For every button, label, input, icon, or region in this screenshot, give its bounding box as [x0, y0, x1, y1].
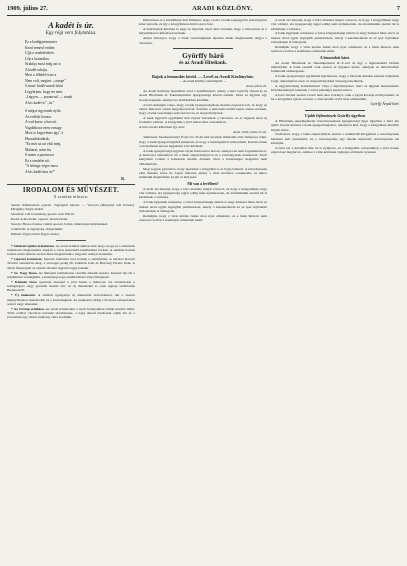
- article-paragraph: A báró kétségbe vonja, hogy a bank igazgatóságának eljárása jogszerű volt, és hogy az ellene felhozott vádak megalapozottak. Szerinte a lemondás körüli bajok onnan erednek, hogy a bank vezetősége nem tartotta be az alapszabályokat.: [139, 102, 267, 116]
- paragraph: A bank igazgatósága egyébként kijelentette, hogy a bárónak minden kérését teljesíteni fogja, amennyiben azok az alapszabályokkal összeegyeztethetők.: [271, 74, 399, 83]
- article-byline: — Az Aradi Közlöny tudósítójától. —: [179, 79, 227, 84]
- section-rule: [7, 184, 135, 185]
- divider: [56, 240, 86, 241]
- news-item-text: Az aradi szinház épülete már elég rozoga és a szinészek rendszeres megbeszélés alapján a város képviselő-testületéhez fordult. A szinház hosszú évekre szóló bérlete szerint most megtörténik a nagyobb arányú átalakítás.: [7, 243, 135, 257]
- repertoire-item: Kedd: A kis kadét, operett. Kerek bérlet.: [11, 217, 69, 222]
- paragraph: A báró barátai szerint a báró nem akar botrányt, csak a jogait kívánja érvényesíteni, és ha a közgyűlés igazat ad neki, a vitás kérdés rövid úton elintéződik.: [271, 92, 399, 102]
- paragraph: Reméljük, hogy a vitás kérdés békés úton nyer elintézést, és a bank hírneve nem szenved csorbát a személyes ellentétek miatt.: [271, 44, 399, 54]
- repertoire-item: Csütörtök: A cigányság. Népszínmű.: [11, 227, 63, 232]
- news-item: [7, 293, 135, 306]
- article-subtitle: és az Aradi Hiteliank.: [179, 60, 227, 67]
- repertoire-list: [7, 203, 135, 237]
- news-item-lead: * Operett bemutató.: [11, 257, 43, 262]
- page-number: 7: [396, 5, 400, 12]
- poem-line: "Ez már az urt első még: [25, 142, 61, 146]
- poem-line: "A lelenge végre most: [25, 164, 58, 168]
- article-final-body: [271, 119, 399, 155]
- poem-line: „Legyen, — parancsol — urnak: [25, 95, 73, 99]
- article-paragraph: A levél azt mutatja, hogy a báró elszánta magát a harcra, és hogy a közgyűlésen nagy vita várható. Az igazgatóság tagjai eddig nem nyilatkoztak, de értesülésünk szerint ők is készülnek a válaszra.: [139, 186, 267, 200]
- poem-line: A kis kadét mia úr?": [25, 169, 56, 174]
- paragraph: A tisztviselők körében is nagy az izgalom, mert attól tartanak, hogy a változások az ő helyzetükre is kihatással lesznek.: [139, 27, 267, 36]
- poem-line: S mégse ügyesnek nyila: [25, 109, 61, 113]
- poem-line: Ez a rendelet nő:: [25, 158, 50, 163]
- poem-line: Vagdalkozz ezen vonagy.: [25, 125, 63, 130]
- poem-line: S innen a parancsot: [25, 153, 54, 157]
- paragraph: A Hitelbank takarékpénztár részvényeseinek igazgatósági ügye ügyében a báró ma újabb levelet intézett a bank igazgatóságához, amelyben kéri, hogy a közgyűlést mielőbb hívják össze.: [271, 118, 399, 132]
- news-item: [7, 307, 135, 320]
- article-paragraph: A bank ügyeiről egyébként már régóta beszélnek a városban, és az ügynek most új fordulata várható. A közgyűlés a jövő héten dönt a kérdésben.: [139, 116, 267, 125]
- paragraph: A bank ügyeinek rendezése a város közgazdasági életére is nagy hatással lehet, mert az intézet Arad egyik legrégibb pénzintézete, amely a kereskedelem és az ipar fejlődését évtizedeken át támogatta.: [271, 31, 399, 45]
- poem-body: [7, 40, 135, 175]
- repertoire-item: Szerda: Havas Zsuzsa vidám operett, bérlet, hétköznapi helyárakkal.: [11, 222, 109, 227]
- news-item-text: Az aradi színtársulat a nyári hónapokban vidéki körútra indul. Több erdélyi városban tartanak előadásokat, a nagy sikerű darabokat adják elő és a jövedelem egy részét jótékony célra fordítják.: [7, 306, 135, 320]
- poem-line: A kadét ruhája,: [25, 67, 48, 72]
- right-top-text: [271, 18, 399, 54]
- news-item-lead: * Kálmán Imre: [11, 279, 37, 284]
- news-item: [7, 244, 135, 257]
- repertoire-item: Szombat: Lili bolondság operett. Irta: Hervé.: [11, 211, 75, 216]
- issue-date: 1909. július 27.: [7, 5, 48, 12]
- poem-signature: R.: [121, 176, 125, 181]
- poem-subtitle: Egy régi vers folytatása.: [45, 30, 97, 36]
- news-item-text: Az ünnepelt primadonna szerdán érkezik Aradra. Kétszer lép fel a szinházban vendégként, a közönség nagy érdeklődéssel várja fellépéseit.: [7, 270, 135, 279]
- paragraph: Annyi bizonyos, hogy a bank vezetőségének eljárása élénk megbeszélés tárgya a városban.: [139, 36, 267, 45]
- poem-line: Most is kegyelmes úgy" a: [25, 131, 64, 135]
- news-item-lead: * Szinházi épület átalakítása.: [11, 243, 55, 248]
- letter-paragraph: Tekintetes Szerkesztőség! Folyó hó 23-án kelt levelem mindenki előtt ismeretes lehet, hogy a bank igazgatóságából kiléptem, és hogy a tisztségemről lemondtam. Kérem ennek a levelemnek becses lapjukban való közlését.: [139, 135, 267, 148]
- news-item-lead: * Új énekesnő.: [11, 293, 36, 298]
- column-left: [7, 18, 135, 566]
- paragraph: Az Aradi Hitelbank és Takarékpénztár R.-T.-nál az ügy a legközelebbi időben elintéződik. A bank ezentúl csak azokat az ügyeket intézi, amelyek az üzletvitelhez feltétlenül szükségesek.: [271, 60, 399, 74]
- news-item-lead: * Az Ország színháza.: [11, 306, 45, 311]
- news-item: [7, 271, 135, 280]
- middle-top-text: [139, 18, 267, 45]
- columns: [7, 18, 400, 566]
- column-middle: [139, 18, 267, 566]
- news-item-lead: * Sz. Nagy Ilona.: [11, 270, 38, 275]
- paragraph: Különösen az a körülmény kelt feltűnést, hogy a báró a bank legnagyobb részvényesei közé tartozik, és így a közgyűlésen döntő szava lesz.: [139, 18, 267, 27]
- letter-dateline: Arad, 1909. július 25-én.: [233, 130, 267, 135]
- poem-line: Szakítja most még azt is: [25, 62, 61, 66]
- article-subhead-2: Ujabb fejlemények Györffy ügyében: [304, 113, 366, 118]
- repertoire-item: Péntek: Ügyes bérlő Ügyes bérlet.: [11, 232, 60, 237]
- divider: [305, 110, 365, 111]
- poem-line: A vad kuruc a horvát,: [25, 120, 57, 124]
- news-item-text: A szinház igazgatója új énekesnőt szerződtetett, aki a szezon megnyitásakor mutatkozik be a közönségnek. Az énekesnő eddig a fővárosi színpadokon aratott nagy sikereket.: [7, 293, 135, 306]
- article-dateline: Arad, július 26.: [245, 83, 267, 88]
- poem-line: S most: kadét-urnak hívni: [25, 84, 64, 88]
- poem-line: Az erdélyi honsor: [25, 114, 52, 119]
- news-item-text: Operett bemutató lesz holnap a szinházban. A darabot Kaczér Tivadar zenésítette meg, a szöveget pedig Dr. Kálmán Jenő és Herczeg Ferenc irták. A darab főszerepeit az előadó társulat legjobb tagjai játszák.: [7, 257, 135, 270]
- article-more-body: [139, 187, 267, 223]
- poem-line: Ujjá a rendeletekén: [25, 51, 54, 55]
- poem-line: Mert a főbérlő-tiszt a: [25, 73, 57, 77]
- paragraph: A levél azt mutatja, hogy a báró elszánta magát a harcra, és hogy a közgyűlésen nagy vita várható. Az igazgatóság tagjai eddig nem nyilatkoztak, de értesülésünk szerint ők is készülnek a válaszra.: [271, 18, 399, 31]
- section-title: IRODALOM ÉS MŰVÉSZET.: [22, 187, 120, 195]
- article-subhead: Mi van a levélben?: [187, 181, 219, 186]
- poem-line: Maharat, mint fiu: [25, 147, 51, 152]
- poem-line: Legyűrjem, hogy ne mert: [25, 89, 63, 94]
- paragraph: Tudvalevő, hogy a bank alapszabályai szerint a rendkívüli közgyűlést a részvényesek kérésére kell összehívni, ha a részvénytőke egy tizedét képviselő részvényesek azt kívánják.: [271, 132, 399, 145]
- article-title: Györffy báró: [182, 50, 224, 60]
- poem-title: A kadét is úr.: [48, 20, 94, 30]
- header-rule: [7, 15, 400, 16]
- letter-paragraph: A bank igazgatósága ugyanis olyan határozatot hozott, amelyet én nem fogadhattam el. A határozat ellentétben áll a bank alapszabályaival és a részvényesek érdekeivel. Ezért kénytelen voltam a lemondás mellett dönteni, mert a felelősséget magamra nem vállalhattam.: [139, 148, 267, 166]
- news-item: [7, 280, 135, 293]
- letter-body: [139, 135, 267, 179]
- left-news-items: [7, 244, 135, 320]
- article-paragraph: Reméljük, hogy a vitás kérdés békés úton nyer elintézést, és a bank hírneve nem szenved csorbát a személyes ellentétek miatt.: [139, 213, 267, 223]
- poem-line: Lép a katonákra.: [25, 56, 50, 61]
- poem-line: Ez a hadügyminiszter: [25, 40, 57, 44]
- letter-intro: A báró levele különben így szól:: [139, 125, 186, 130]
- article-body: [139, 89, 267, 125]
- section-subtitle: A szinház műsora:: [53, 195, 89, 200]
- article-paragraph: Az Aradi Közlöny beszámolt arról a konfliktusról, amely a báró Györffy Árpád és az Aradi Hitelbank és Takarékpénztár igazgatósága között támadt. Most az ügyben egy levelet kaptunk, amelyet az alábbiakban közlünk.: [139, 89, 267, 102]
- divider: [173, 48, 233, 49]
- poem-line: A kis kadét is" „úr.": [25, 100, 55, 105]
- poem-line: Huszadokodnak:: [25, 136, 50, 141]
- divider: [173, 70, 233, 71]
- poem-line: Nem volt, megint: „cinege": [25, 78, 66, 83]
- article-headline: Bajok a lemondás körül. — Levél az Aradi Közlönyhöz.: [152, 73, 254, 79]
- poem-line: Kezd remeső ember,: [25, 45, 56, 50]
- newspaper-title: ARADI KÖZLÖNY.: [192, 5, 253, 12]
- letter-paragraph: Meg vagyok győződve, hogy igazamat a közgyűlés is el fogja ismerni. A részvényesek előtt minden iratot be fogok mutatni, amely a vitás kérdésre vonatkozik, és akkor mindenki megítélheti, ki járt el helyesen.: [139, 166, 267, 180]
- page-header: [7, 5, 400, 14]
- paragraph: A báró ezt a kérelmet már be is nyújtotta, és a közgyűlés valószínűleg a jövő hónap elején lesz megtartva, amikor a vitás kérdések végleges eldöntést nyernek.: [271, 145, 399, 155]
- article-paragraph: A bank ügyeinek rendezése a város közgazdasági életére is nagy hatással lehet, mert az intézet Arad egyik legrégibb pénzintézete, amely a kereskedelem és az ipar fejlődését évtizedeken át támogatta.: [139, 200, 267, 213]
- right-body: [271, 61, 399, 101]
- article-signature: Györffy Árpád báró: [370, 102, 399, 107]
- repertoire-item: Szeda: Rubinsztein operett. Tegnaptól három. — Vacsora (Dirigálja Gál Ferenc). Dirigálja: Sugár Oskár.: [11, 202, 135, 211]
- column-right: [271, 18, 399, 566]
- news-item-text: operettje szerepel a jövő héten a műsoron. Az előadásokat a szinigazgató nagy gonddal készíti elő, az új díszleteket is csak tegnap szállították Budapestről.: [7, 279, 135, 293]
- right-subhead: A lemondott báró.: [319, 55, 351, 60]
- news-item: [7, 257, 135, 270]
- paragraph: A nagyközönség érdeklődéssel várja a fejleményeket, mert az ügynek messzemenő következményei lehetnek a város pénzügyi életére nézve.: [271, 83, 399, 92]
